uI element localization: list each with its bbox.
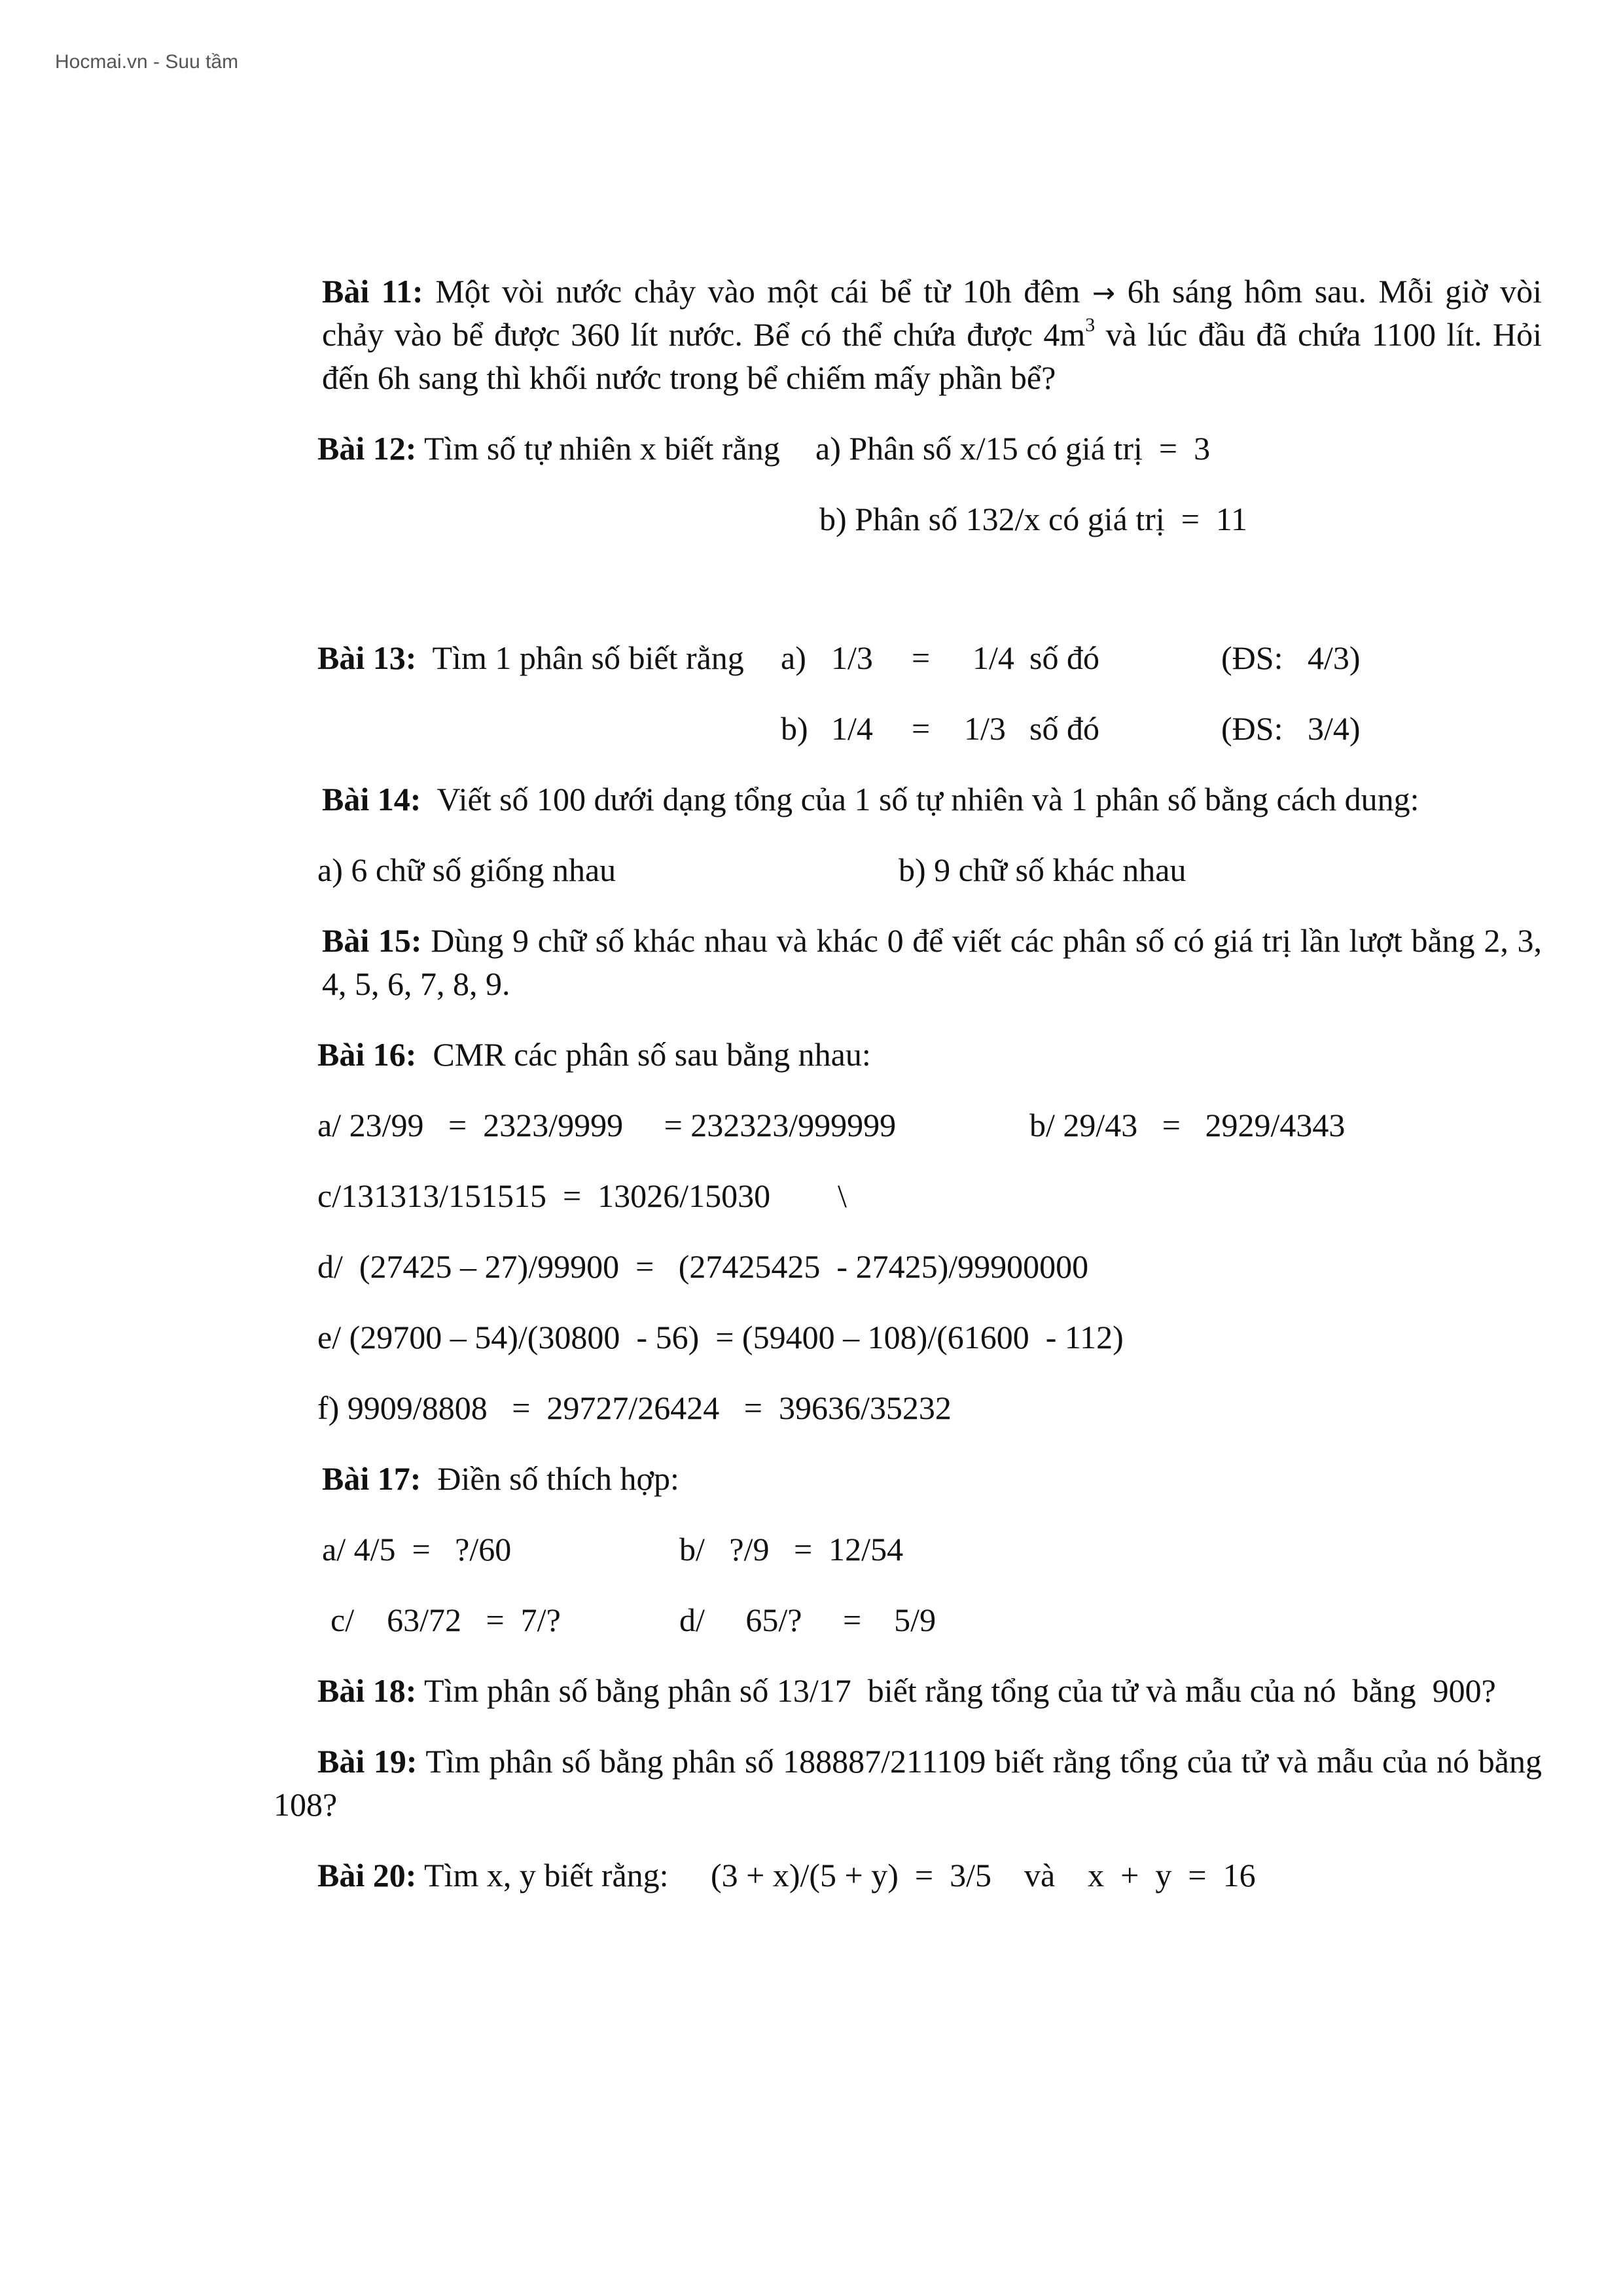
b13-a-answer: (ĐS: 4/3) [1221,639,1361,676]
b20-line [317,1854,669,1897]
b20-text: Tìm x, y biết rằng: [424,1857,669,1893]
b13-b-label: b) [781,710,808,747]
b16-part-d: d/ (27425 – 27)/99900 = (27425425 - 27425)/99900000 [317,1248,1089,1285]
b13-line [317,636,744,679]
b13-a-label: a) [781,639,806,676]
b20-title: Bài 20: [317,1857,417,1893]
b17-part-d: d/ 65/? = 5/9 [679,1602,936,1638]
b14-title: Bài 14: [322,781,421,817]
b13-b-equals: = [912,710,931,747]
b12-part-a: a) Phân số x/15 có giá trị = 3 [815,430,1211,467]
b19-line-2: 108? [274,1786,338,1823]
b17-part-b: b/ ?/9 = 12/54 [679,1531,904,1568]
b11-line-1 [322,270,1542,315]
b16-line [317,1033,871,1076]
b18-line [317,1669,1496,1712]
b11-text-2a: chảy vào bể được 360 lít nước. Bể có thể chứa được 4m [322,316,1086,353]
b11-text-1a: Một vòi nước chảy vào một cái bể từ 10h đêm [435,273,1080,310]
b14-part-a: a) 6 chữ số giống nhau [317,852,616,888]
b15-title: Bài 15: [322,922,422,959]
page-header: Hocmai.vn - Suu tầm [55,51,239,73]
b11-title: Bài 11: [322,273,423,310]
b12-part-b: b) Phân số 132/x có giá trị = 11 [819,501,1248,537]
b17-line [322,1457,679,1500]
b17-part-c: c/ 63/72 = 7/? [330,1602,561,1638]
b11-line-3: đến 6h sang thì khối nước trong bể chiếm mấy phần bể? [322,359,1056,396]
b17-title: Bài 17: [322,1460,421,1497]
b19-text: Tìm phân số bằng phân số 188887/211109 biết rằng tổng của tử và mẫu của nó bằng [425,1743,1542,1780]
b19-line-1 [317,1740,1542,1783]
b16-part-a: a/ 23/99 = 2323/9999 = 232323/999999 [317,1107,897,1143]
b17-text: Điền số thích hợp: [437,1460,679,1497]
b16-part-c: c/131313/151515 = 13026/15030 [317,1177,771,1214]
b13-a-text: số đó [1029,639,1099,676]
b16-title: Bài 16: [317,1036,417,1073]
b16-part-b: b/ 29/43 = 2929/4343 [1029,1107,1346,1143]
b13-title: Bài 13: [317,639,417,676]
b13-text: Tìm 1 phân số biết rằng [432,639,744,676]
b12-title: Bài 12: [317,430,417,467]
b13-a-left: 1/3 [831,639,873,676]
b15-line-2: 4, 5, 6, 7, 8, 9. [322,965,510,1002]
arrow-right-icon: → [1092,277,1116,309]
b18-title: Bài 18: [317,1672,417,1709]
b20-equation: (3 + x)/(5 + y) = 3/5 và x + y = 16 [711,1857,1256,1893]
b14-part-b: b) 9 chữ số khác nhau [899,852,1186,888]
b16-part-c-mark: \ [838,1177,847,1214]
b12-text: Tìm số tự nhiên x biết rằng [424,430,780,467]
b13-b-left: 1/4 [831,710,873,747]
b15-line-1 [322,919,1542,962]
b16-text: CMR các phân số sau bằng nhau: [433,1036,871,1073]
b13-b-right: 1/3 [964,710,1006,747]
b13-b-answer: (ĐS: 3/4) [1221,710,1361,747]
b11-text-1b: 6h sáng hôm sau. Mỗi giờ vòi [1127,273,1543,310]
b15-text-1: Dùng 9 chữ số khác nhau và khác 0 để viết các phân số có giá trị lần lượt bằng 2, 3, [431,922,1542,959]
b19-title: Bài 19: [317,1743,418,1780]
b13-b-text: số đó [1029,710,1099,747]
b11-superscript: 3 [1085,314,1096,336]
b17-part-a: a/ 4/5 = ?/60 [322,1531,512,1568]
b14-text: Viết số 100 dưới dạng tổng của 1 số tự nhiên và 1 phân số bằng cách dung: [437,781,1419,817]
b13-a-right: 1/4 [972,639,1014,676]
b12-line [317,427,780,470]
b14-line [322,778,1419,821]
b16-part-e: e/ (29700 – 54)/(30800 - 56) = (59400 – 108)/(61600 - 112) [317,1319,1124,1355]
b18-text: Tìm phân số bằng phân số 13/17 biết rằng tổng của tử và mẫu của nó bằng 900? [424,1672,1496,1709]
b11-text-2b: và lúc đầu đã chứa 1100 lít. Hỏi [1105,316,1543,353]
b13-a-equals: = [912,639,931,676]
b11-line-2 [322,313,1542,356]
b16-part-f: f) 9909/8808 = 29727/26424 = 39636/35232 [317,1390,952,1426]
